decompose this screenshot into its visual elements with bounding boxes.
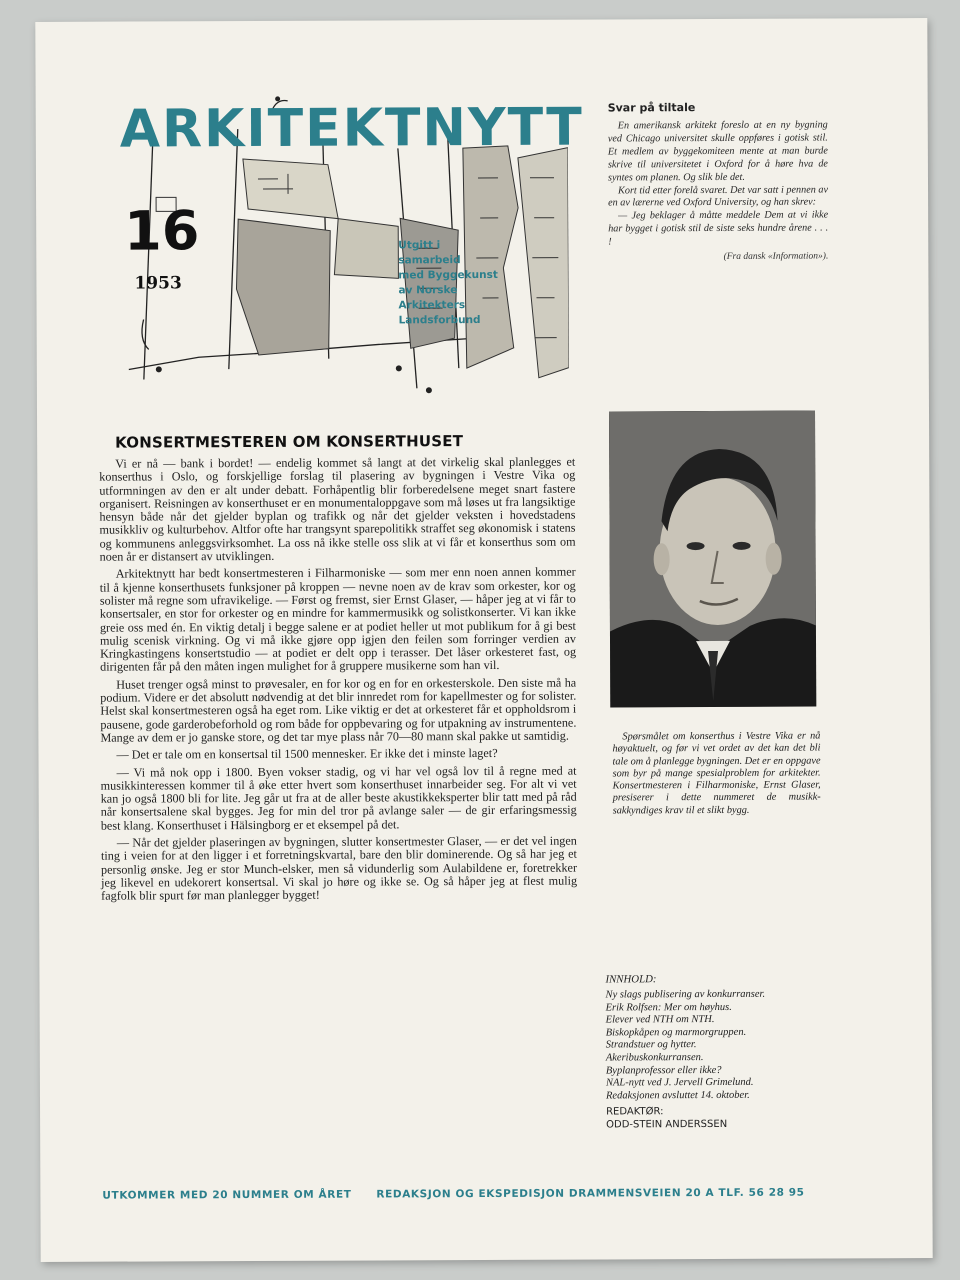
article-paragraph: Huset trenger også minst to prøvesaler, en for kor og en for en orkesterskole. Den siste må ha podium. Videre er det absolutt nødvendig at det blir innredet rom for kapellmester og for solister. Helst skal konsertmesteren også ha eget rom. Like viktig er det at orkesteret får et oppholdsrom i pausene, gode garderobeforhold og rom både for oppbevaring og for utpakning av instrumentene. Mange av dem er jo ganske store, og det tar mye plass når 70—80 mann skal pakke ut samtidig. [100, 675, 577, 745]
contents-item: Strandstuer og hytter. [605, 1039, 697, 1051]
publisher-line: av Norske [398, 284, 458, 297]
publisher-line: Landsforbund [398, 314, 481, 327]
main-article [99, 432, 577, 908]
article-headline: KONSERTMESTEREN OM KONSERTHUSET [115, 432, 464, 452]
contents-item: Byplanprofessor eller ikke? [605, 1064, 722, 1077]
editor-label: REDAKTØR: [606, 1106, 664, 1118]
editor-name: ODD-STEIN ANDERSSEN [606, 1119, 728, 1131]
contents-item: Biskopkåpen og marmorgruppen. [605, 1026, 747, 1039]
contents-item: Akeribuskonkurransen. [605, 1052, 704, 1064]
footer-frequency: UTKOMMER MED 20 NUMMER OM ÅRET [102, 1188, 352, 1202]
issue-year: 1953 [134, 273, 182, 294]
publisher-line: med Byggekunst [398, 268, 498, 282]
anecdote-paragraph: En amerikansk arkitekt foreslo at en ny bygning ved Chicago universitet skulle oppføres i gotisk stil. Et medlem av byggekomiteen mente at man burde skrive til universitetet i Oxford for å høre hva de syntes om planen. Og slik ble det. [607, 119, 828, 184]
article-paragraph: Vi er nå — bank i bordet! — endelig kommet så langt at det virkelig skal planlegges et konserthus i Oslo, og forskjellige forslag til plasering av bygningen i Vestre Vika og utformningen av den er alt under debatt. Forhåpentlig blir forberedelsene meget snart fastere organisert. Reisningen av konserthuset er en monumentaloppgave som må løses ut fra langsiktige hensyn både når det gjelder byplan og trafikk og når det gjelder veksten i hovedstadens musikkliv og kulturbehov. Altfor ofte har trangsynt sparepolitikk straffet seg økonomisk i statens og kommunens anleggsvirksomhet. La oss nå ikke stelle oss slik at vi får et konserthus som om noen år er distansert av utviklingen. [99, 454, 576, 564]
anecdote-source: (Fra dansk «Information»). [723, 251, 829, 263]
footer-address: REDAKSJON OG EKSPEDISJON DRAMMENSVEIEN 20 A TLF. 56 28 95 [376, 1186, 805, 1201]
publisher-note [398, 238, 538, 329]
portrait-image [609, 411, 816, 708]
newsletter-page [35, 18, 932, 1262]
anecdote-paragraph: — Jeg beklager å måtte meddele Dem at vi ikke har bygget i gotisk stil de siste seks hundre årene . . . ! [608, 209, 829, 248]
contents-heading: INNHOLD: [605, 973, 657, 986]
contents-item: Erik Rolfsen: Mer om høyhus. [605, 1001, 732, 1014]
masthead-title: ARKITEKTNYTT [119, 97, 584, 160]
contents-item: NAL-nytt ved J. Jervell Grimelund. [605, 1076, 754, 1089]
contents-item: Redaksjonen avsluttet 14. oktober. [605, 1089, 750, 1102]
article-paragraph: — Vi må nok opp i 1800. Byen vokser stadig, og vi har vel også lov til å regne med at musikkinteressen kommer til å øke etter hvert som konserthuset innarbeider seg. For alt vi vet kan jo også 1800 bli for lite. Jeg går ut fra at de aller beste akustikkeksperter blir tatt med på råd når konsertsalene skal bygges. Jeg for min del tror på avlange saler — de gir erfaringsmessig best klang. Konserthuset i Hälsingborg er et eksempel på det. [100, 763, 577, 833]
table-of-contents [605, 972, 836, 1130]
portrait-photo [609, 411, 816, 708]
publisher-line: samarbeid [398, 254, 461, 267]
anecdote-paragraph: Kort tid etter forelå svaret. Det var satt i pennen av en av lærerne ved Oxford University, og han skrev: [608, 184, 829, 209]
anecdote-box [608, 100, 829, 262]
issue-number: 16 [124, 199, 200, 263]
anecdote-heading: Svar på tiltale [607, 101, 696, 115]
publisher-line: Utgitt i [398, 239, 441, 252]
article-paragraph: — Når det gjelder plaseringen av bygningen, slutter konsertmester Glaser, — er det vel ingen ting i veien for at den ligger i et forretningskvartal, bare den blir dominerende. Og så har jeg et personlig ønske. Jeg er stor Munch-elsker, men så vidunderlig som Aulabildene er, foretrekker jeg likevel en udekorert konsertsal. Vi skal jo høre og ikke se. Og så håper jeg at flest mulig fagfolk blir spurt før man planlegger bygget! [100, 833, 578, 903]
publisher-line: Arkitekters [398, 299, 466, 312]
contents-item: Elever ved NTH om NTH. [605, 1014, 715, 1026]
page-footer [102, 1186, 842, 1202]
article-paragraph: Arkitektnytt har bedt konsertmesteren i Filharmoniske — som mer enn noen annen kommer til å kjenne konserthusets funksjoner på kroppen — nevne noen av de krav som orkester, kor og solister må regne som ufravikelige. — Først og fremst, sier Ernst Glaser, — håper jeg at vi får to konsertsaler, en stor for orkester og en mindre for kammermusikk og solistkonserter. Vi kan ikke greie oss med én. En viktig detalj i begge salene er at podiet heller ut mot publikum for å gi best mulig scenisk virkning. Og vi må ikke gjøre opp igjen den feilen som forringer verdien av Kringkastingens konsertstudio — at podiet er delt opp i terasser. Det låser orkesteret fast, og dirigenten får på den måten ingen mulighet for å gruppere musikerne som han vil. [99, 564, 577, 675]
contents-list [606, 988, 836, 1102]
contents-item: Ny slags publisering av konkurranser. [605, 988, 766, 1001]
article-paragraph: — Det er tale om en konsertsal til 1500 mennesker. Er ikke det i minste laget? [116, 746, 498, 762]
photo-caption: Spørsmålet om konserthus i Vestre Vika er nå høyaktuelt, og før vi vet ordet av det kan det bli tale om å planlegge bygningen. Det er en oppgave som byr på mange spesialproblem for arkitekter. Konsertmesteren i Filharmoniske, Ernst Glaser, presiserer i dette nummeret de musikk-sakkyndiges krav til et slikt bygg. [612, 730, 821, 817]
